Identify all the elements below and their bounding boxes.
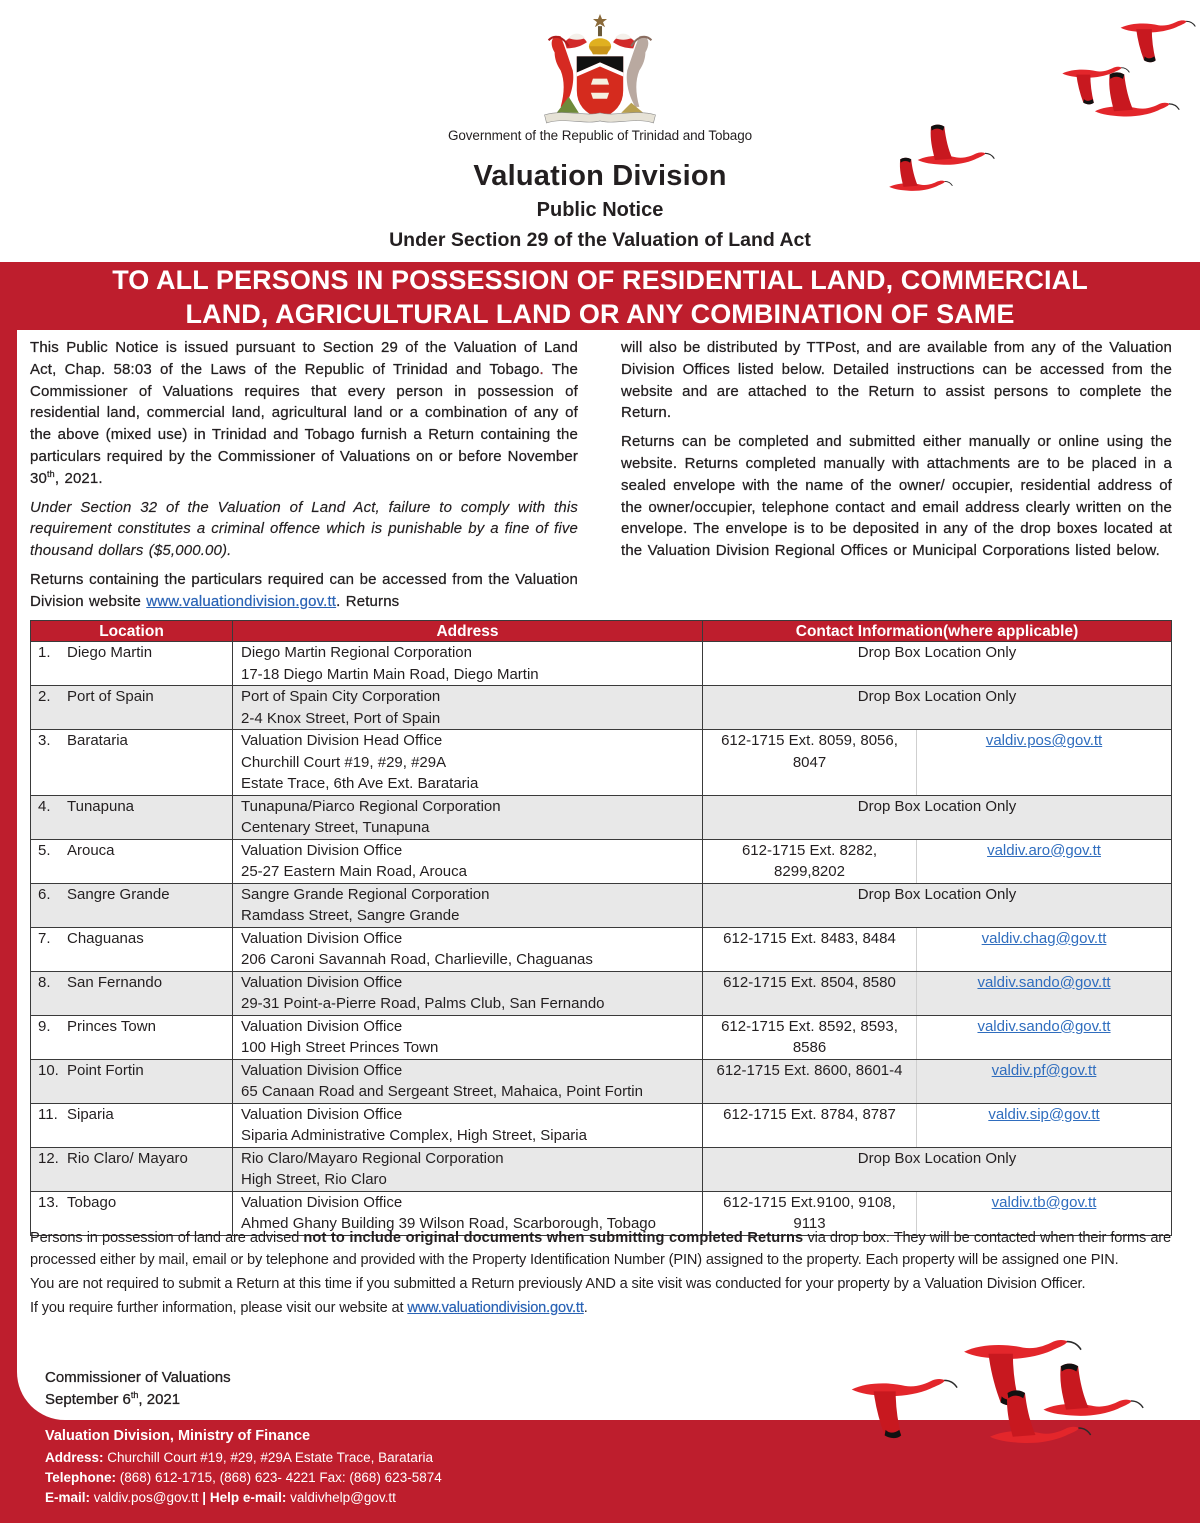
table-row: 4. Tunapuna Tunapuna/Piarco Regional Corporation Centenary Street, Tunapuna Drop Box Location Only xyxy=(31,795,1172,839)
table-row: 3. Barataria Valuation Division Head Office Churchill Court #19, #29, #29A Estate Trace, 6th Ave Ext. Barataria 612-1715 Ext. 8059, 8056, 8047 valdiv.pos@gov.tt xyxy=(31,730,1172,796)
table-row: 2. Port of Spain Port of Spain City Corporation 2-4 Knox Street, Port of Spain Drop Box Location Only xyxy=(31,686,1172,730)
closing-paragraph-1: Persons in possession of land are advised not to include original documents when submitting completed Returns via drop box. They will be contacted when their forms are processed either by mail, email or by telephone and provided with the Property Identification Number (PIN) assigned to the property. Each property will be assigned one PIN. xyxy=(30,1230,1171,1268)
location-name: Princes Town xyxy=(67,1017,156,1035)
phone-cell: 612-1715 Ext.9100, 9108, 9113 xyxy=(703,1191,917,1235)
closing-paragraph-3: If you require further information, please visit our website at www.valuationdivision.gov.tt. xyxy=(30,1300,588,1317)
page-subtitle: Public Notice xyxy=(536,199,664,221)
signature-block xyxy=(45,1367,231,1410)
coat-of-arms-icon xyxy=(533,12,667,128)
website-link[interactable]: www.valuationdivision.gov.tt xyxy=(407,1300,584,1317)
location-name: Chaguanas xyxy=(67,929,144,947)
footer-address: Address: Churchill Court #19, #29, #29A Estate Trace, Barataria xyxy=(45,1450,433,1465)
table-row: 12. Rio Claro/ Mayaro Rio Claro/Mayaro Regional Corporation High Street, Rio Claro Drop Box Location Only xyxy=(31,1147,1172,1191)
banner-line-2: LAND, AGRICULTURAL LAND OR ANY COMBINATION OF SAME xyxy=(185,299,1015,329)
contact-note: Drop Box Location Only xyxy=(703,1147,1172,1191)
location-name: Rio Claro/ Mayaro xyxy=(67,1149,188,1167)
header-location: Location xyxy=(31,621,233,642)
intro-paragraph-5: Returns can be completed and submitted either manually or online using the website. Returns completed manually with attachments are to be placed in a sealed envelope with the name of the owner/ occupier, residential address of the owner/occupier, telephone contact and email address clearly written on the envelope. The envelope is to be deposited in any of the drop boxes located at the Valuation Division Regional Offices or Municipal Corporations listed below. xyxy=(621,433,1172,560)
table-row: 11. Siparia Valuation Division Office Siparia Administrative Complex, High Street, Siparia 612-1715 Ext. 8784, 8787 valdiv.sip@gov.tt xyxy=(31,1103,1172,1147)
contact-note: Drop Box Location Only xyxy=(703,883,1172,927)
address-cell: Sangre Grande Regional Corporation Ramdass Street, Sangre Grande xyxy=(233,883,703,927)
table-row: 6. Sangre Grande Sangre Grande Regional Corporation Ramdass Street, Sangre Grande Drop Box Location Only xyxy=(31,883,1172,927)
contact-note: Drop Box Location Only xyxy=(703,795,1172,839)
contact-note: Drop Box Location Only xyxy=(703,642,1172,686)
section-reference: Under Section 29 of the Valuation of Land Act xyxy=(389,229,811,251)
closing-paragraph-2: You are not required to submit a Return at this time if you submitted a Return previously AND a site visit was conducted for your property by a Valuation Division Officer. xyxy=(30,1275,1086,1292)
email-link[interactable]: valdiv.chag@gov.tt xyxy=(981,929,1107,947)
phone-cell: 612-1715 Ext. 8784, 8787 xyxy=(703,1103,917,1147)
address-cell: Valuation Division Office 25-27 Eastern Main Road, Arouca xyxy=(233,839,703,883)
signature-date: September 6th, 2021 xyxy=(45,1389,181,1408)
location-name: Sangre Grande xyxy=(67,885,170,903)
table-row: 13. Tobago Valuation Division Office Ahmed Ghany Building 39 Wilson Road, Scarborough, Tobago 612-1715 Ext.9100, 9108, 9113 valdiv.tb@gov.tt xyxy=(31,1191,1172,1235)
email-link[interactable]: valdiv.tb@gov.tt xyxy=(991,1193,1097,1211)
intro-paragraph-4: will also be distributed by TTPost, and are available from any of the Valuation Division Offices listed below. Detailed instructions can be accessed from the website and are attached to the Return to assist persons to complete the Return. xyxy=(621,339,1172,422)
address-cell: Valuation Division Office Siparia Administrative Complex, High Street, Siparia xyxy=(233,1103,703,1147)
warning-emphasis: not to include original documents when submitting completed Returns xyxy=(303,1230,804,1246)
signatory-title: Commissioner of Valuations xyxy=(45,1369,231,1386)
address-cell: Tunapuna/Piarco Regional Corporation Centenary Street, Tunapuna xyxy=(233,795,703,839)
location-name: Siparia xyxy=(67,1105,114,1123)
email-link[interactable]: valdiv.sip@gov.tt xyxy=(988,1105,1100,1123)
location-name: Tobago xyxy=(67,1193,117,1211)
phone-cell: 612-1715 Ext. 8504, 8580 xyxy=(703,971,917,1015)
email-link[interactable]: valdiv.sando@gov.tt xyxy=(977,973,1111,991)
location-name: San Fernando xyxy=(67,973,163,991)
phone-cell: 612-1715 Ext. 8282, 8299,8202 xyxy=(703,839,917,883)
scarlet-ibis-icon xyxy=(1121,20,1196,62)
location-name: Barataria xyxy=(67,732,128,749)
location-name: Diego Martin xyxy=(67,644,153,661)
table-row: 5. Arouca Valuation Division Office 25-27 Eastern Main Road, Arouca 612-1715 Ext. 8282, 8299,8202 valdiv.aro@gov.tt xyxy=(31,839,1172,883)
contact-note: Drop Box Location Only xyxy=(703,686,1172,730)
footer-help-email[interactable]: valdivhelp@gov.tt xyxy=(286,1490,396,1505)
footer-email-address[interactable]: valdiv.pos@gov.tt xyxy=(90,1490,203,1505)
table-row: 9. Princes Town Valuation Division Office 100 High Street Princes Town 612-1715 Ext. 8592, 8593, 8586 valdiv.sando@gov.tt xyxy=(31,1015,1172,1059)
address-cell: Valuation Division Office 206 Caroni Savannah Road, Charlieville, Chaguanas xyxy=(233,927,703,971)
scarlet-ibis-icon xyxy=(1095,72,1179,116)
headline-banner xyxy=(0,262,1200,331)
scarlet-ibis-icon xyxy=(1062,67,1129,105)
email-link[interactable]: valdiv.pf@gov.tt xyxy=(991,1061,1097,1079)
table-row: 1. Diego Martin Diego Martin Regional Corporation 17-18 Diego Martin Main Road, Diego Martin Drop Box Location Only xyxy=(31,642,1172,686)
address-cell: Valuation Division Head Office Churchill Court #19, #29, #29A Estate Trace, 6th Ave Ext. Barataria xyxy=(233,730,703,796)
table-row: 10. Point Fortin Valuation Division Office 65 Canaan Road and Sergeant Street, Mahaica, Point Fortin 612-1715 Ext. 8600, 8601-4 valdiv.pf@gov.tt xyxy=(31,1059,1172,1103)
address-cell: Valuation Division Office 65 Canaan Road and Sergeant Street, Mahaica, Point Fortin xyxy=(233,1059,703,1103)
email-link[interactable]: valdiv.aro@gov.tt xyxy=(987,841,1101,859)
phone-cell: 612-1715 Ext. 8592, 8593, 8586 xyxy=(703,1015,917,1059)
footer-contact xyxy=(45,1426,442,1508)
address-cell: Valuation Division Office 29-31 Point-a-Pierre Road, Palms Club, San Fernando xyxy=(233,971,703,1015)
website-link[interactable]: www.valuationdivision.gov.tt xyxy=(146,592,337,610)
intro-left-column xyxy=(30,337,578,620)
address-cell: Valuation Division Office Ahmed Ghany Building 39 Wilson Road, Scarborough, Tobago xyxy=(233,1191,703,1235)
header-address: Address xyxy=(233,621,703,642)
address-cell: Port of Spain City Corporation 2-4 Knox Street, Port of Spain xyxy=(233,686,703,730)
footer-org: Valuation Division, Ministry of Finance xyxy=(45,1428,311,1444)
email-link[interactable]: valdiv.pos@gov.tt xyxy=(985,732,1103,749)
banner-line-1: TO ALL PERSONS IN POSSESSION OF RESIDENTIAL LAND, COMMERCIAL xyxy=(112,265,1088,295)
location-name: Point Fortin xyxy=(67,1061,144,1079)
government-caption: Government of the Republic of Trinidad and Tobago xyxy=(447,128,753,143)
locations-table xyxy=(30,620,1172,1236)
intro-paragraph-1: This Public Notice is issued pursuant to Section 29 of the Valuation of Land Act, Chap. 58:03 of the Laws of the Republic of Trinidad and Tobago. The Commissioner of Valuations requires that every person in possession of residential land, commercial land, agricultural land or a combination of any of the above (mixed use) in Trinidad and Tobago furnish a Return containing the particulars required by the Commissioner of Valuations on or before November 30th, 2021. xyxy=(30,339,578,487)
address-cell: Valuation Division Office 100 High Street Princes Town xyxy=(233,1015,703,1059)
phone-cell: 612-1715 Ext. 8059, 8056, 8047 xyxy=(703,730,917,796)
intro-paragraph-3: Returns containing the particulars required can be accessed from the Valuation Division website www.valuationdivision.gov.tt. Returns xyxy=(30,570,578,610)
penalty-paragraph: Under Section 32 of the Valuation of Land Act, failure to comply with this requirement constitutes a criminal offence which is punishable by a fine of five thousand dollars ($5,000.00). xyxy=(30,498,578,560)
location-name: Arouca xyxy=(67,841,115,859)
table-header-row xyxy=(31,621,1172,642)
closing-section xyxy=(30,1228,1171,1322)
address-cell: Diego Martin Regional Corporation 17-18 Diego Martin Main Road, Diego Martin xyxy=(233,642,703,686)
page-title: Valuation Division xyxy=(473,160,727,192)
location-name: Port of Spain xyxy=(67,688,154,705)
footer-email: E-mail: valdiv.pos@gov.tt | Help e-mail: valdivhelp@gov.tt xyxy=(45,1490,396,1505)
intro-right-column xyxy=(621,337,1172,569)
phone-cell: 612-1715 Ext. 8600, 8601-4 xyxy=(703,1059,917,1103)
footer-telephone: Telephone: (868) 612-1715, (868) 623- 4221 Fax: (868) 623-5874 xyxy=(45,1470,442,1485)
email-link[interactable]: valdiv.sando@gov.tt xyxy=(977,1017,1111,1035)
address-cell: Rio Claro/Mayaro Regional Corporation High Street, Rio Claro xyxy=(233,1147,703,1191)
location-name: Tunapuna xyxy=(67,797,135,815)
header-contact: Contact Information(where applicable) xyxy=(703,621,1172,642)
phone-cell: 612-1715 Ext. 8483, 8484 xyxy=(703,927,917,971)
table-row: 8. San Fernando Valuation Division Office 29-31 Point-a-Pierre Road, Palms Club, San Fernando 612-1715 Ext. 8504, 8580 valdiv.sando@gov.tt xyxy=(31,971,1172,1015)
table-row: 7. Chaguanas Valuation Division Office 206 Caroni Savannah Road, Charlieville, Chaguanas 612-1715 Ext. 8483, 8484 valdiv.chag@gov.tt xyxy=(31,927,1172,971)
